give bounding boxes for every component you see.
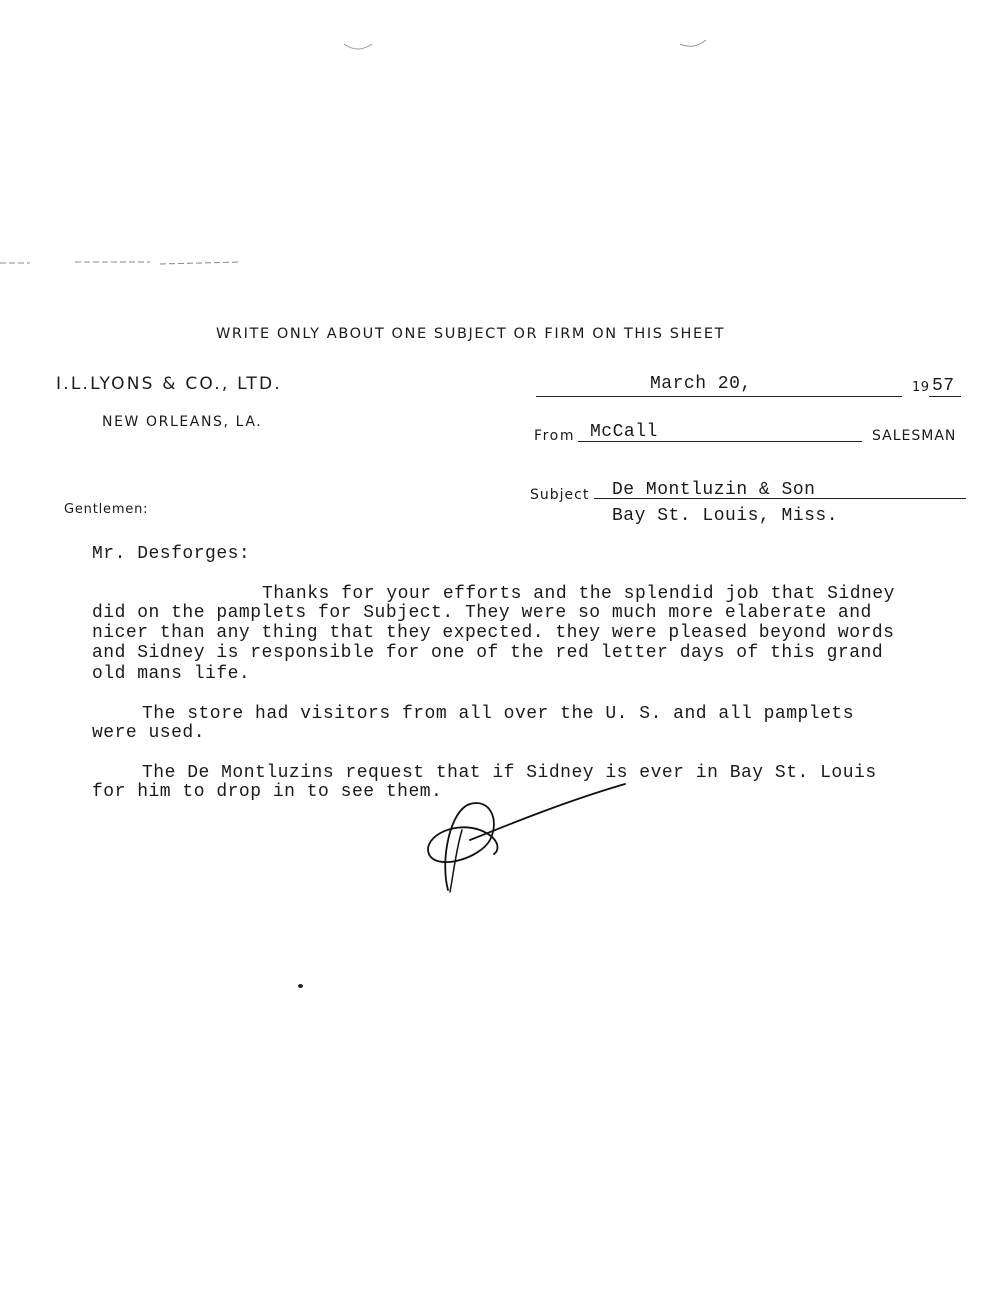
salesman-label: SALESMAN [872,428,957,444]
para1-line-3: nicer than any thing that they expected. they were pleased beyond words [92,623,895,643]
scan-marks [0,0,992,280]
salutation: Gentlemen: [64,502,149,517]
signature [410,770,650,910]
para3-line-2: for him to drop in to see them. [92,782,443,802]
year-underline [929,396,961,397]
addressee: Mr. Desforges: [92,544,251,564]
subject-label: Subject [530,487,590,503]
subject-underline [594,498,966,499]
date-underline [536,396,902,397]
date-value: March 20, [650,374,752,394]
ink-speck [298,984,303,988]
year-prefix: 19 [912,380,930,395]
para1-line-5: old mans life. [92,664,251,684]
from-underline [578,441,862,442]
para3-line-1: The De Montluzins request that if Sidney is ever in Bay St. Louis [142,763,877,783]
subject-line-2: Bay St. Louis, Miss. [612,506,839,526]
year-value: 57 [932,376,955,396]
form-instruction: WRITE ONLY ABOUT ONE SUBJECT OR FIRM ON THIS SHEET [216,326,726,342]
para1-line-2: did on the pamplets for Subject. They were so much more elaberate and [92,603,872,623]
from-value: McCall [590,422,658,442]
para2-line-1: The store had visitors from all over the U. S. and all pamplets [142,704,855,724]
company-name: I.L.LYONS & CO., LTD. [56,374,282,394]
company-city: NEW ORLEANS, LA. [102,414,263,430]
para2-line-2: were used. [92,723,206,743]
para1-line-4: and Sidney is responsible for one of the red letter days of this grand [92,643,884,663]
para1-line-1: Thanks for your efforts and the splendid job that Sidney [262,584,895,604]
from-label: From [534,428,576,444]
subject-line-1: De Montluzin & Son [612,480,816,500]
